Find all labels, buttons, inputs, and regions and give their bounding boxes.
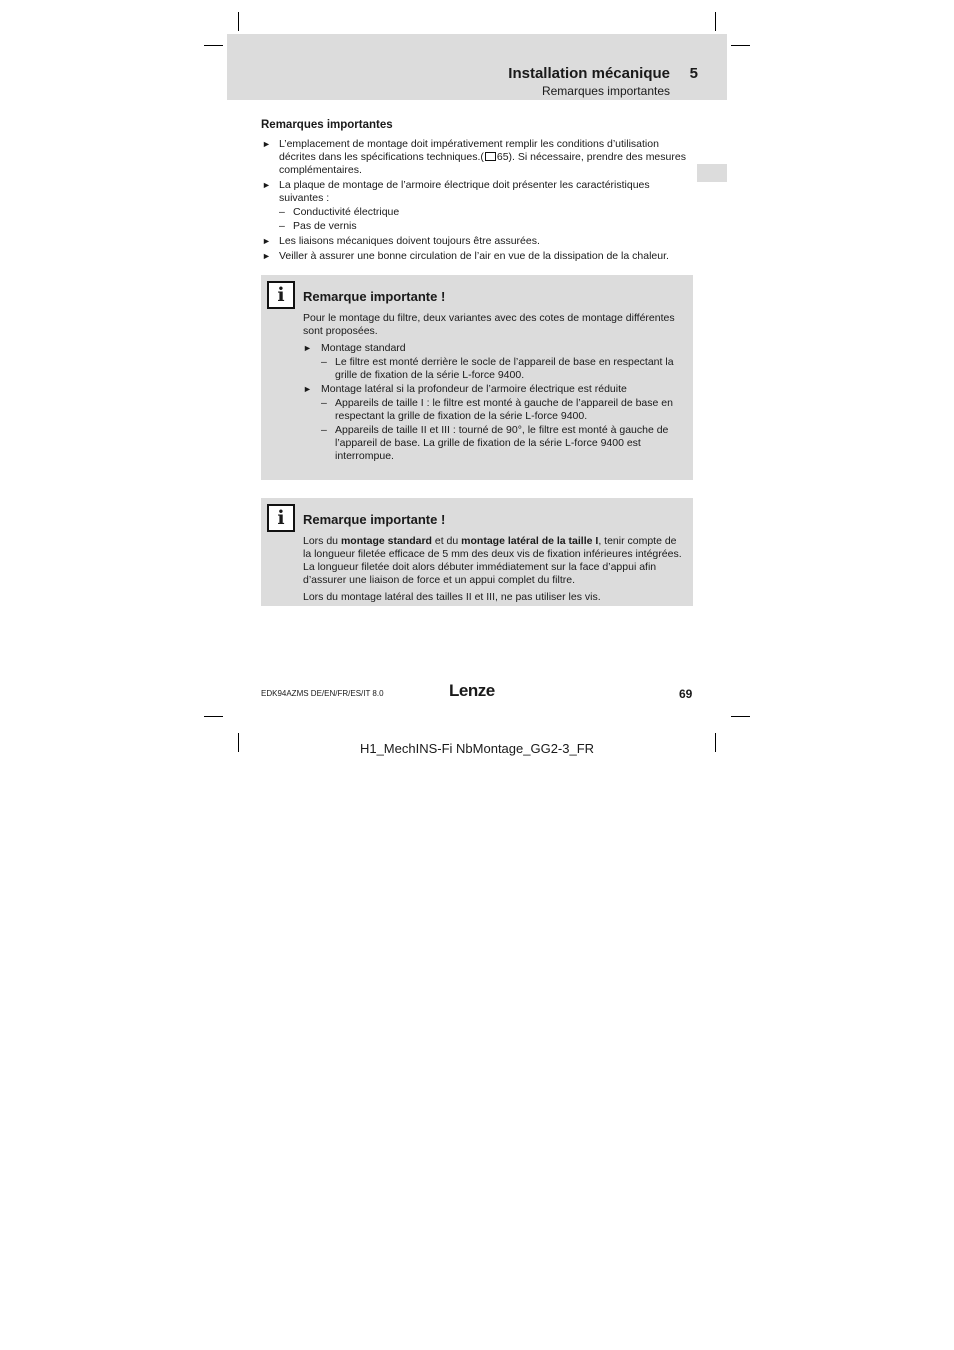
note-title: Remarque importante !	[303, 512, 446, 527]
main-content	[261, 119, 695, 265]
list-item: ► Les liaisons mécaniques doivent toujours être assurées.	[261, 235, 695, 248]
note-list	[303, 342, 687, 463]
note-paragraph: Lors du montage latéral des tailles II et III, ne pas utiliser les vis.	[303, 591, 601, 603]
note-box	[261, 498, 693, 606]
document-code: EDK94AZMS DE/EN/FR/ES/IT 8.0	[261, 689, 384, 698]
sub-list-item: – Pas de vernis	[279, 220, 695, 233]
list-item: ► Montage latéral si la profondeur de l’armoire électrique est réduite – Appareils de taille I : le filtre est monté à gauche de l’appareil de base en respectant la grille de fixation de la série L-force 9400. – Appareils de taille II et III : tourné de 90°, le filtre est monté à gauche de l’appareil de base. La grille de fixation de la série L-force 9400 est interrompue.	[303, 383, 687, 463]
info-icon: i	[267, 281, 295, 309]
chapter-side-tab	[697, 164, 727, 182]
bullet-list	[261, 138, 695, 263]
info-icon: i	[267, 504, 295, 532]
page-number: 69	[679, 687, 693, 701]
note-intro: Pour le montage du filtre, deux variantes avec des cotes de montage différentes sont proposées.	[303, 312, 675, 337]
crop-mark	[731, 716, 750, 717]
note-body	[303, 535, 687, 608]
crop-mark	[238, 12, 239, 31]
chapter-title: Installation mécanique	[508, 65, 670, 82]
note-box	[261, 275, 693, 480]
document-id: H1_MechINS-Fi NbMontage_GG2-3_FR	[359, 741, 595, 756]
sub-list-item: – Conductivité électrique	[279, 206, 695, 219]
list-item: ► L’emplacement de montage doit impérativement remplir les conditions d’utilisation décrites dans les spécifications techniques.( 65). Si nécessaire, prendre des mesures complémentaires.	[261, 138, 695, 177]
section-title: Remarques importantes	[261, 119, 393, 131]
note-title: Remarque importante !	[303, 289, 446, 304]
crop-mark	[715, 12, 716, 31]
sub-list	[321, 397, 687, 463]
book-icon	[485, 152, 496, 161]
lenze-logo: Lenze	[449, 681, 495, 700]
note-paragraph: Lors du montage standard et du montage latéral de la taille I, tenir compte de la longueur filetée efficace de 5 mm des deux vis de fixation inférieures intégrées. La longueur filetée doit alors débuter immédiatement sur la face d’appui afin d’assurer une liaison de force et un appui complet du filtre.	[303, 535, 682, 586]
sub-list-item: – Le filtre est monté derrière le socle de l’appareil de base en respectant la grille de fixation de la série L-force 9400.	[321, 356, 687, 382]
chapter-subtitle: Remarques importantes	[541, 84, 670, 98]
crop-mark	[204, 45, 223, 46]
sub-list	[279, 206, 695, 233]
sub-list	[321, 356, 687, 382]
crop-mark	[204, 716, 223, 717]
list-item: ► Montage standard – Le filtre est monté derrière le socle de l’appareil de base en respectant la grille de fixation de la série L-force 9400.	[303, 342, 687, 382]
note-body	[303, 312, 687, 464]
list-item: ► La plaque de montage de l’armoire électrique doit présenter les caractéristiques suivantes : – Conductivité électrique – Pas de vernis	[261, 179, 695, 233]
sub-list-item: – Appareils de taille II et III : tourné de 90°, le filtre est monté à gauche de l’appareil de base. La grille de fixation de la série L-force 9400 est interrompue.	[321, 424, 687, 463]
crop-mark	[731, 45, 750, 46]
chapter-number: 5	[689, 65, 698, 82]
sub-list-item: – Appareils de taille I : le filtre est monté à gauche de l’appareil de base en respectant la grille de fixation de la série L-force 9400.	[321, 397, 687, 423]
page-header	[227, 34, 727, 100]
list-item: ► Veiller à assurer une bonne circulation de l’air en vue de la dissipation de la chaleur.	[261, 250, 695, 263]
